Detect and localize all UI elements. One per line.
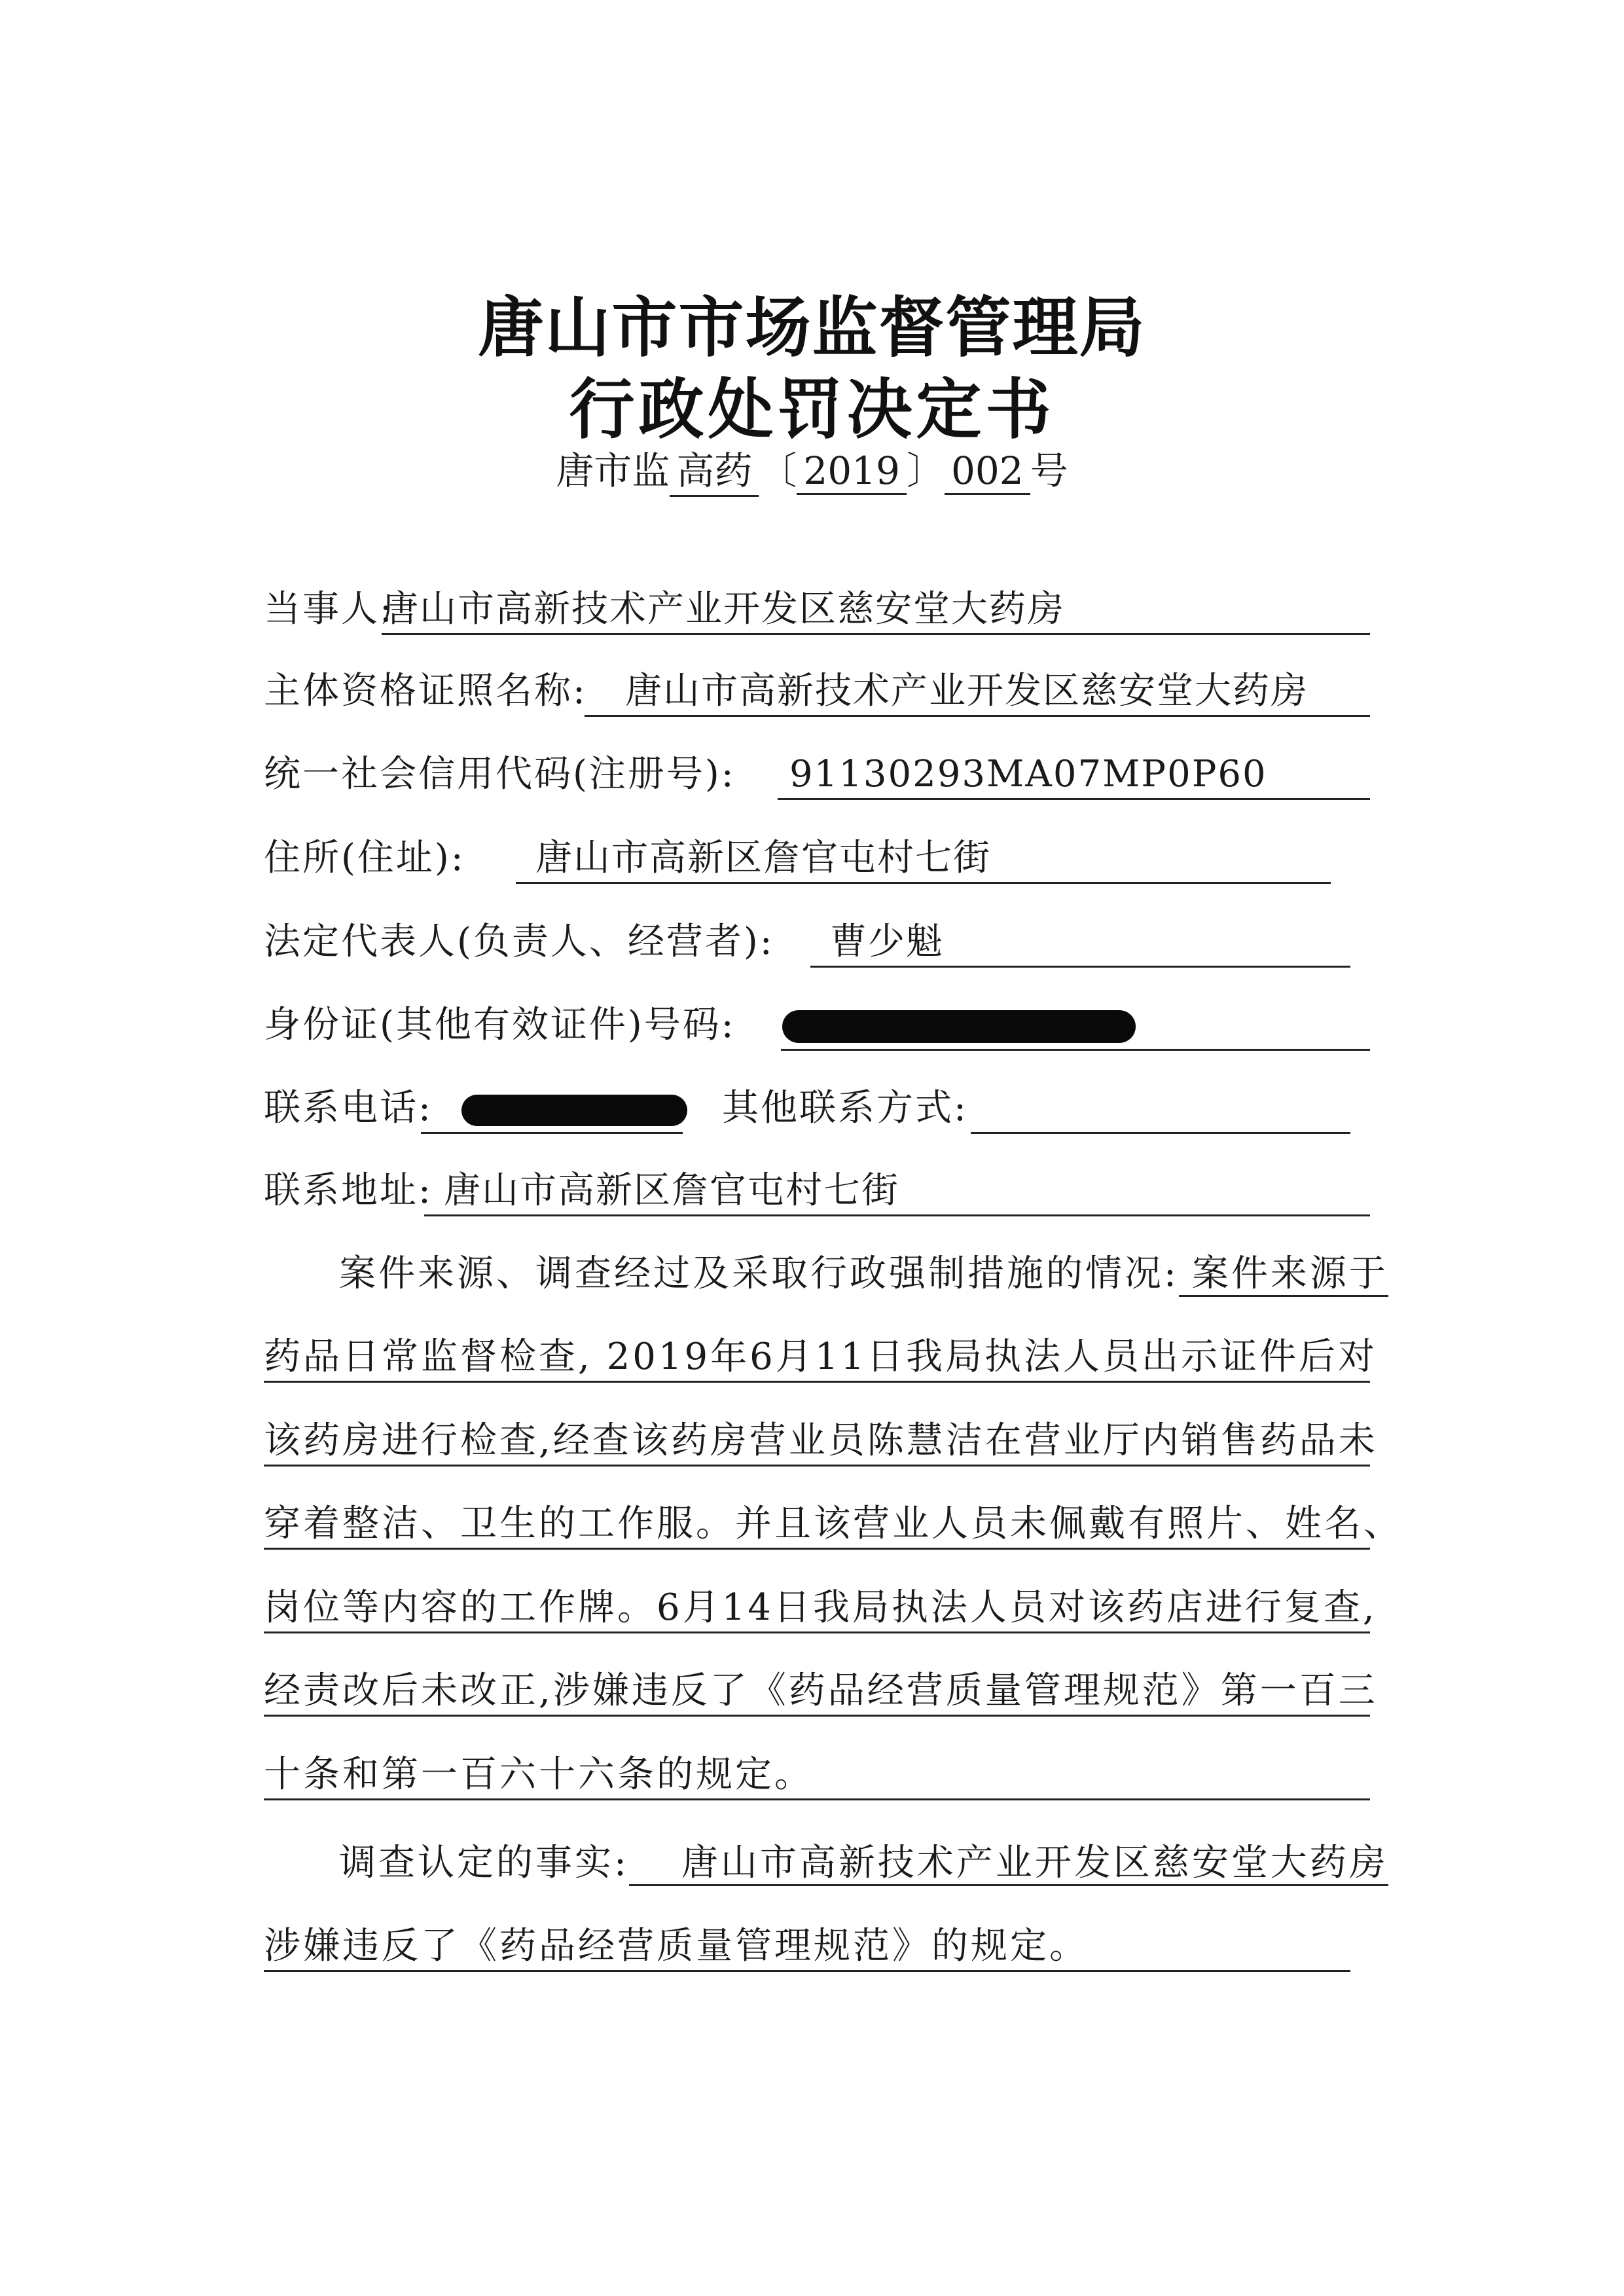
doc-bracket-close: 〕 (906, 448, 945, 493)
paragraph-line: 穿着整洁、卫生的工作服。并且该营业人员未佩戴有照片、姓名、 (264, 1501, 1370, 1550)
redaction-mark (461, 1095, 687, 1126)
field-credit-code-label: 统一社会信用代码(注册号): (264, 753, 736, 795)
paragraph-line: 案件来源、调查经过及采取行政强制措施的情况: 案件来源于 (339, 1250, 1388, 1298)
field-legal-rep (264, 919, 944, 966)
paragraph-line: 岗位等内容的工作牌。6月14日我局执法人员对该药店进行复查, (264, 1584, 1370, 1633)
document-title: 行政处罚决定书 (569, 371, 1055, 448)
field-other-contact-value (971, 1085, 1350, 1134)
field-license-name-label: 主体资格证照名称: (264, 670, 587, 712)
agency-title: 唐山市市场监督管理局 (478, 289, 1146, 366)
paragraph-line: 经责改后未改正,涉嫌违反了《药品经营质量管理规范》第一百三 (264, 1667, 1370, 1717)
doc-category: 高药 (670, 440, 759, 497)
field-party-value: 唐山市高新技术产业开发区慈安堂大药房 (382, 586, 1370, 635)
facts-label: 调查认定的事实: (339, 1842, 629, 1884)
field-contact-address-value: 唐山市高新区詹官屯村七街 (424, 1167, 1370, 1216)
paragraph-line: 调查认定的事实: 唐山市高新技术产业开发区慈安堂大药房 (339, 1840, 1388, 1887)
field-legal-rep-value: 曹少魁 (810, 919, 1350, 968)
field-party-label: 当事人: (264, 588, 394, 630)
field-legal-rep-label: 法定代表人(负责人、经营者): (264, 920, 774, 963)
document-number (0, 440, 1624, 497)
field-license-name-value: 唐山市高新技术产业开发区慈安堂大药房 (585, 668, 1370, 717)
field-phone (264, 1085, 968, 1132)
paragraph-line: 该药房进行检查,经查该药房营业员陈慧洁在营业厅内销售药品未 (264, 1417, 1370, 1467)
field-address-label: 住所(住址): (264, 837, 465, 879)
field-license-name (264, 668, 1308, 715)
field-id-number-label: 身份证(其他有效证件)号码: (264, 1004, 736, 1046)
doc-serial: 002 (945, 448, 1030, 495)
field-contact-address-label: 联系地址: (264, 1169, 433, 1212)
field-address (264, 835, 991, 882)
field-contact-address (264, 1167, 899, 1214)
doc-bracket-open: 〔 (759, 448, 797, 493)
case-source-label: 案件来源、调查经过及采取行政强制措施的情况: (339, 1252, 1179, 1295)
field-address-value: 唐山市高新区詹官屯村七街 (516, 835, 1331, 884)
field-id-number (264, 1002, 736, 1049)
doc-year: 2019 (797, 448, 907, 495)
field-credit-code-value: 91130293MA07MP0P60 (778, 751, 1370, 800)
redaction-mark (782, 1010, 1136, 1043)
field-phone-label: 联系电话: (264, 1087, 433, 1129)
paragraph-line: 十条和第一百六十六条的规定。 (264, 1751, 1370, 1800)
field-other-contact-label: 其他联系方式: (722, 1087, 968, 1129)
doc-suffix: 号 (1030, 448, 1068, 493)
paragraph-line: 涉嫌违反了《药品经营质量管理规范》的规定。 (264, 1923, 1350, 1972)
paragraph-line: 药品日常监督检查, 2019年6月11日我局执法人员出示证件后对 (264, 1334, 1370, 1383)
field-credit-code (264, 751, 1267, 798)
doc-prefix: 唐市监 (556, 448, 670, 493)
field-party (264, 586, 1065, 633)
